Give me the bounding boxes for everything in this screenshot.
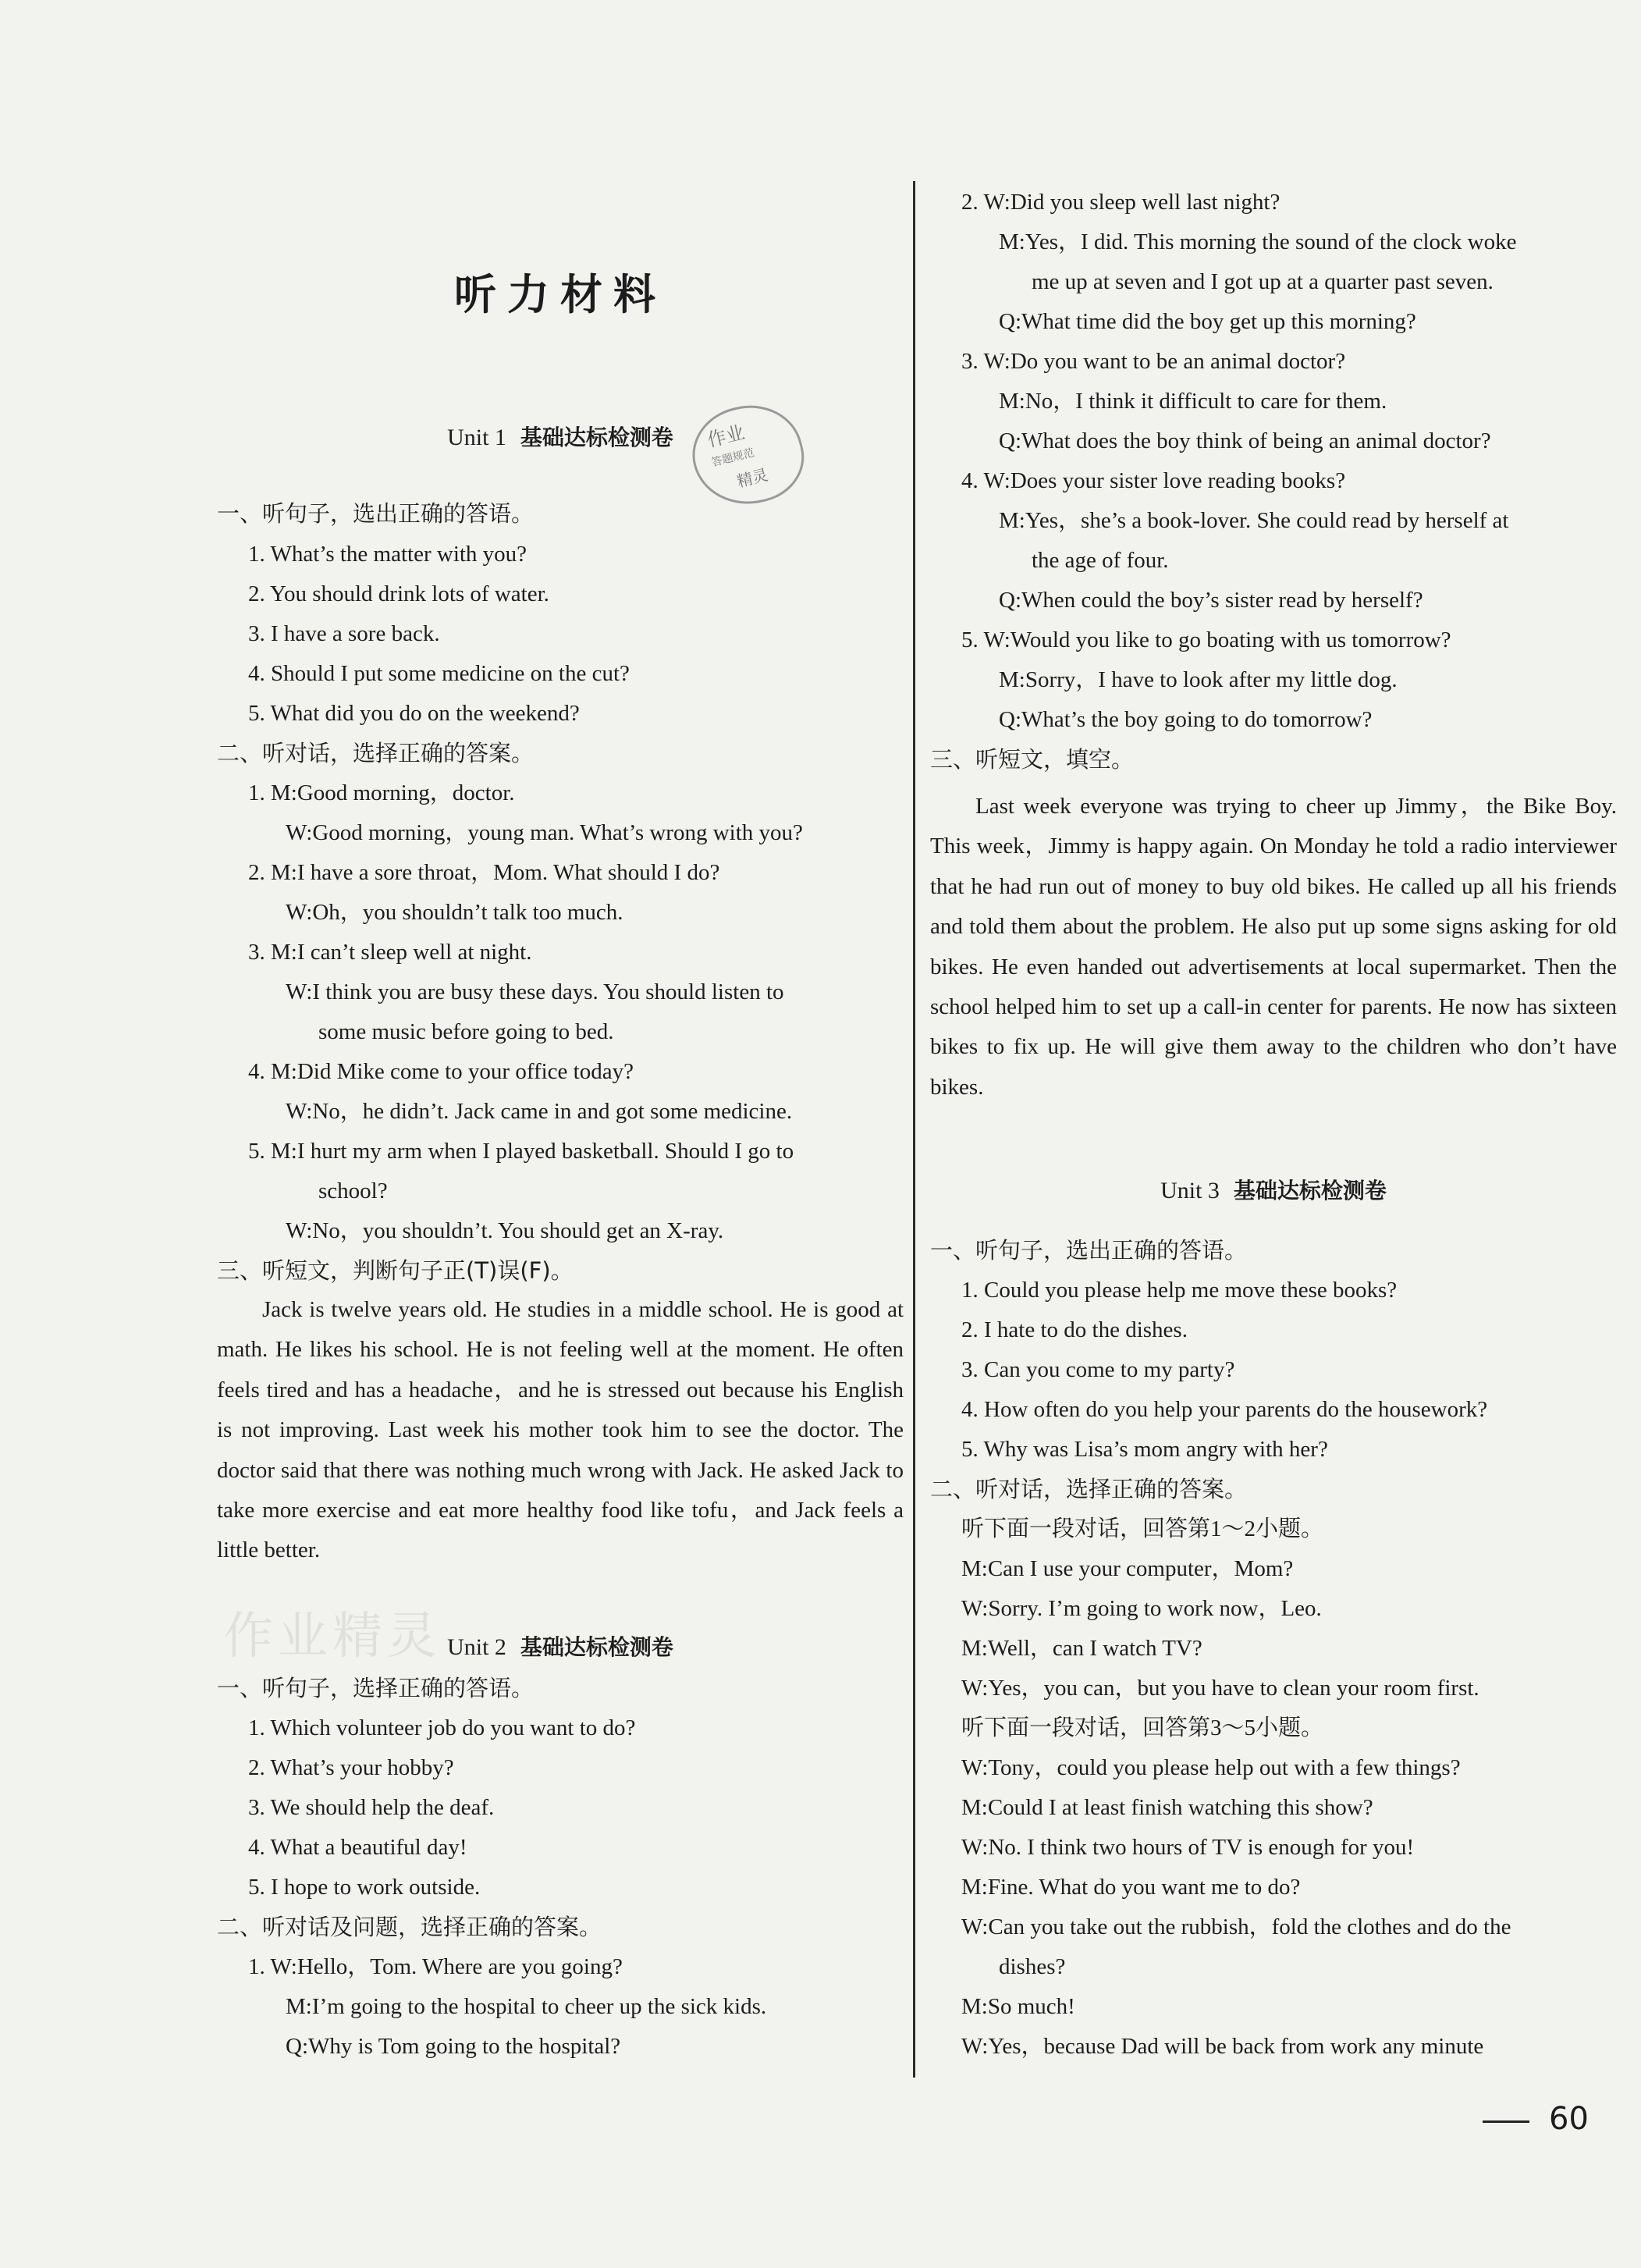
unit2-section2-heading: 二、听对话及问题，选择正确的答案。 [217, 1914, 602, 1940]
column-divider [913, 181, 915, 2078]
unit3-s2-line: M:Well，can I watch TV? [961, 1636, 1202, 1661]
unit1-s2-line: 2. M:I have a sore throat，Mom. What should I do? [248, 860, 720, 885]
unit3-s1-item: 3. Can you come to my party? [961, 1357, 1235, 1382]
unit2-s2-line: 3. W:Do you want to be an animal doctor? [961, 349, 1346, 374]
unit1-s2-line: W:No，you shouldn’t. You should get an X-ray. [286, 1218, 724, 1243]
unit3-s1-item: 1. Could you please help me move these books? [961, 1278, 1398, 1303]
unit1-s2-line: 5. M:I hurt my arm when I played basketball. Should I go to [248, 1139, 794, 1164]
unit3-s2-line: W:Yes，because Dad will be back from work any minute [961, 2034, 1484, 2059]
unit3-section2-heading: 二、听对话，选择正确的答案。 [930, 1476, 1248, 1502]
unit3-s2-line: W:Yes，you can，but you have to clean your room first. [961, 1676, 1479, 1701]
unit3-s1-item: 4. How often do you help your parents do the housework? [961, 1397, 1488, 1422]
unit2-section3-heading: 三、听短文，填空。 [930, 746, 1135, 773]
unit2-s1-item: 5. I hope to work outside. [248, 1875, 481, 1900]
page-number: 60 [1549, 2101, 1589, 2137]
unit2-s2-line: Q:When could the boy’s sister read by herself? [999, 588, 1423, 613]
stamp-text-2: 答题规范 [710, 446, 756, 470]
unit3-s2-line: dishes? [999, 1954, 1066, 1979]
unit2-s2-line: Q:What time did the boy get up this morning? [999, 309, 1416, 334]
unit2-section1-heading: 一、听句子，选择正确的答语。 [217, 1675, 535, 1701]
unit2-s2-line: 4. W:Does your sister love reading books? [961, 468, 1346, 493]
unit1-s2-line: school? [318, 1178, 388, 1203]
unit2-heading-cn: 基础达标检测卷 [520, 1634, 673, 1660]
unit1-passage: Jack is twelve years old. He studies in a middle school. He is good at math. He likes his school. He is not feeling well at the moment. He often feels tired and has a headache，and he is stressed out because his English is not improving. Last week his mother took him to see the doctor. The doctor said that there was nothing much wrong with Jack. He asked Jack to take more exercise and eat more healthy food like tofu，and Jack feels a little better. [217, 1297, 904, 1563]
unit2-s2-line: Q:What’s the boy going to do tomorrow? [999, 707, 1373, 732]
unit3-section1-heading: 一、听句子，选出正确的答语。 [930, 1237, 1248, 1264]
unit3-s2-line: W:No. I think two hours of TV is enough for you! [961, 1835, 1415, 1860]
unit1-section1-heading: 一、听句子，选出正确的答语。 [217, 500, 535, 527]
unit1-s2-line: W:No，he didn’t. Jack came in and got some medicine. [286, 1099, 793, 1124]
unit2-s2-line: the age of four. [1032, 548, 1169, 573]
unit3-s1-item: 5. Why was Lisa’s mom angry with her? [961, 1437, 1328, 1462]
stamp-text-1: 作业 [705, 421, 748, 452]
unit1-s2-line: W:Oh，you shouldn’t talk too much. [286, 900, 623, 925]
unit3-s1-item: 2. I hate to do the dishes. [961, 1317, 1188, 1342]
unit1-s2-line: 4. M:Did Mike come to your office today? [248, 1059, 634, 1084]
homework-stamp [683, 394, 813, 516]
unit1-heading-en: Unit 1 [447, 425, 506, 450]
unit2-s1-item: 2. What’s your hobby? [248, 1755, 454, 1780]
unit2-heading [217, 1627, 904, 1668]
unit1-section3-heading: 三、听短文，判断句子正(T)误(F)。 [217, 1257, 574, 1284]
unit1-s2-line: 3. M:I can’t sleep well at night. [248, 940, 532, 965]
unit2-heading-en: Unit 2 [447, 1634, 506, 1660]
unit3-s2-line: W:Can you take out the rubbish，fold the clothes and do the [961, 1914, 1511, 1939]
unit1-s2-line: 1. M:Good morning，doctor. [248, 780, 515, 805]
unit1-s1-item: 5. What did you do on the weekend? [248, 701, 580, 726]
unit3-heading-en: Unit 3 [1160, 1178, 1220, 1203]
unit3-s2-line: M:Fine. What do you want me to do? [961, 1875, 1301, 1900]
page-number-dash [1483, 2120, 1529, 2123]
unit2-s2-line: M:Yes，she’s a book-lover. She could read by herself at [999, 508, 1509, 533]
unit1-s1-item: 1. What’s the matter with you? [248, 542, 527, 567]
unit3-s2-line: W:Sorry. I’m going to work now，Leo. [961, 1596, 1322, 1621]
unit3-s2-line: M:Could I at least finish watching this show? [961, 1795, 1373, 1820]
unit2-passage: Last week everyone was trying to cheer up Jimmy，the Bike Boy. This week，Jimmy is happy again. On Monday he told a radio interviewer that he had run out of money to buy old bikes. He called up all his friends and told them about the problem. He also put up some signs asking for old bikes. He even handed out advertisements at local supermarket. Then the school helped him to set up a call-in center for parents. He now has sixteen bikes to fix up. He will give them away to the children who don’t have bikes. [930, 794, 1617, 1100]
unit2-s2-line: me up at seven and I got up at a quarter past seven. [1032, 269, 1494, 294]
unit2-s1-item: 3. We should help the deaf. [248, 1795, 495, 1820]
unit2-s1-item: 1. Which volunteer job do you want to do? [248, 1715, 636, 1740]
page-title: 听力材料 [454, 270, 666, 319]
unit3-s2-line: 听下面一段对话，回答第1～2小题。 [961, 1516, 1324, 1541]
watermark: 作业精灵 [223, 1608, 442, 1665]
unit2-s1-item: 4. What a beautiful day! [248, 1835, 467, 1860]
unit1-section2-heading: 二、听对话，选择正确的答案。 [217, 740, 535, 766]
unit3-s2-line: M:Can I use your computer，Mom? [961, 1556, 1294, 1581]
unit2-s2-line: 5. W:Would you like to go boating with us tomorrow? [961, 627, 1451, 652]
unit1-s1-item: 3. I have a sore back. [248, 621, 440, 646]
unit2-s2-line: Q:Why is Tom going to the hospital? [286, 2034, 621, 2059]
unit3-heading-cn: 基础达标检测卷 [1233, 1178, 1387, 1203]
unit3-s2-line: M:So much! [961, 1994, 1075, 2019]
unit2-s2-line: M:I’m going to the hospital to cheer up the sick kids. [286, 1994, 767, 2019]
unit2-s2-line: M:Sorry，I have to look after my little dog. [999, 667, 1398, 692]
unit1-s2-line: W:I think you are busy these days. You should listen to [286, 979, 784, 1004]
unit2-s2-line: M:No，I think it difficult to care for them. [999, 389, 1387, 414]
unit1-heading-cn: 基础达标检测卷 [520, 425, 673, 450]
unit1-s2-line: W:Good morning，young man. What’s wrong with you? [286, 820, 803, 845]
unit2-s2-line: Q:What does the boy think of being an animal doctor? [999, 428, 1491, 453]
unit2-s2-line: M:Yes，I did. This morning the sound of the clock woke [999, 229, 1517, 254]
unit1-s2-line: some music before going to bed. [318, 1019, 614, 1044]
unit1-s1-item: 4. Should I put some medicine on the cut? [248, 661, 630, 686]
unit3-s2-line: 听下面一段对话，回答第3～5小题。 [961, 1715, 1324, 1740]
unit1-s1-item: 2. You should drink lots of water. [248, 581, 549, 606]
unit2-s2-line: 1. W:Hello，Tom. Where are you going? [248, 1954, 623, 1979]
stamp-text-3: 精灵 [734, 464, 770, 491]
unit3-heading [930, 1171, 1617, 1211]
unit3-s2-line: W:Tony，could you please help out with a few things? [961, 1755, 1461, 1780]
unit2-s2-line: 2. W:Did you sleep well last night? [961, 190, 1280, 215]
